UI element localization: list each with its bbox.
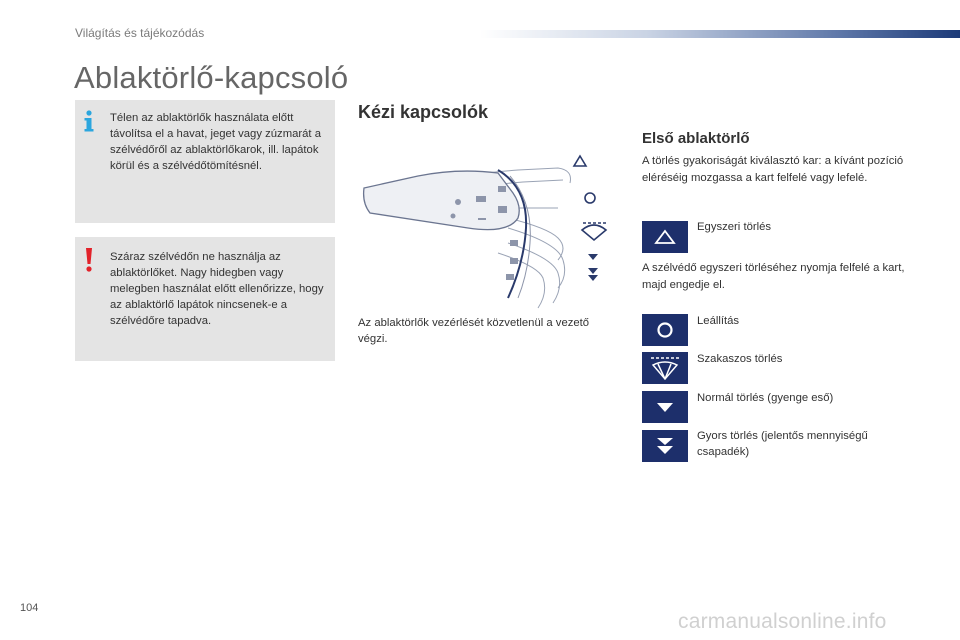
single-wipe-description: A szélvédő egyszeri törléséhez nyomja felfelé a kart, majd engedje el. bbox=[642, 262, 905, 291]
normal-speed-down-icon bbox=[654, 399, 676, 415]
single-wipe-icon-box bbox=[642, 221, 688, 253]
front-wiper-heading: Első ablaktörlő bbox=[642, 130, 750, 147]
front-wiper-description: A törlés gyakoriságát kiválasztó kar: a kívánt pozíció eléréséig mozgassa a kart felfelé vagy lefelé. bbox=[642, 155, 904, 184]
info-note-text: Télen az ablaktörlők használata előtt távolítsa el a havat, jeget vagy zúzmarát a szélvédőről az ablaktörlőkarok, ill. lapátok körül és a szélvédőtömítésnél. bbox=[110, 112, 321, 172]
info-icon bbox=[82, 110, 96, 132]
position-label-off: Leállítás bbox=[697, 315, 740, 327]
single-wipe-up-icon bbox=[654, 229, 676, 245]
warning-note-text: Száraz szélvédőn ne használja az ablaktörlőket. Nagy hidegben vagy melegben használat előtt ellenőrizze, hogy az ablaktörlő lapátok nincsenek-e a szélvédőre tapadva. bbox=[110, 251, 324, 327]
watermark: carmanualsonline.info bbox=[678, 610, 887, 633]
page-title: Ablaktörlő-kapcsoló bbox=[74, 60, 349, 95]
warning-note-box bbox=[75, 237, 335, 361]
wiper-stalk-illustration bbox=[358, 148, 620, 310]
intermittent-wipe-icon bbox=[649, 355, 681, 381]
position-label-normal: Normál törlés (gyenge eső) bbox=[697, 392, 834, 404]
page-number: 104 bbox=[20, 602, 39, 614]
fast-speed-icon-box bbox=[642, 430, 688, 462]
fast-speed-double-down-icon bbox=[654, 435, 676, 457]
position-label-intermittent: Szakaszos törlés bbox=[697, 353, 783, 365]
info-note-box bbox=[75, 100, 335, 223]
off-icon-box bbox=[642, 314, 688, 346]
section-title: Világítás és tájékozódás bbox=[75, 26, 205, 40]
warning-exclamation-icon bbox=[84, 248, 94, 272]
manual-controls-caption: Az ablaktörlők vezérlését közvetlenül a vezető végzi. bbox=[358, 317, 590, 345]
manual-controls-heading: Kézi kapcsolók bbox=[358, 102, 489, 122]
position-label-fast: Gyors törlés (jelentős mennyiségű csapadék) bbox=[697, 430, 868, 458]
position-label-single: Egyszeri törlés bbox=[697, 221, 772, 233]
off-circle-icon bbox=[655, 320, 675, 340]
header-gradient-bar bbox=[480, 30, 960, 38]
normal-speed-icon-box bbox=[642, 391, 688, 423]
intermittent-icon-box bbox=[642, 352, 688, 384]
